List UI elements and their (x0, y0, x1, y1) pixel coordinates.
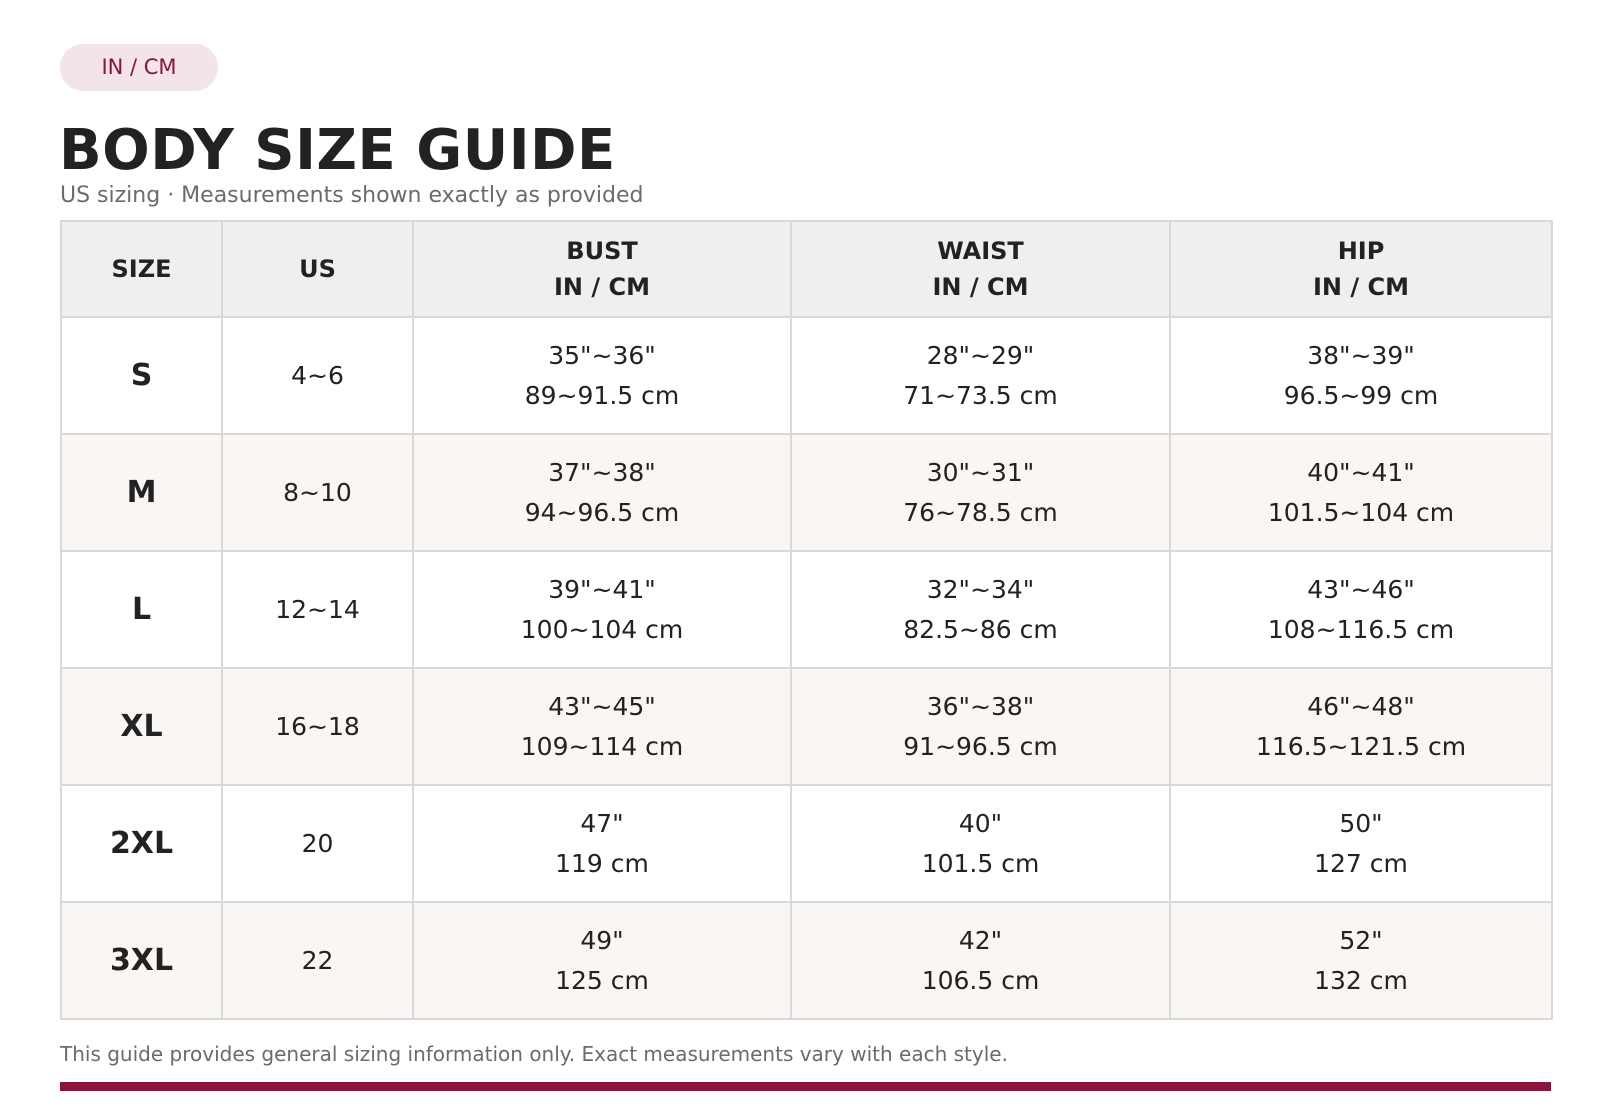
bust-centimeters: 125 cm (555, 965, 649, 995)
hip-cell (1170, 317, 1552, 434)
size-cell: XL (61, 668, 222, 785)
waist-inches: 32"~34" (926, 574, 1035, 604)
column-header-title: SIZE (111, 255, 172, 283)
bust-cell (413, 434, 791, 551)
bust-cell (413, 785, 791, 902)
hip-inches: 38"~39" (1307, 340, 1415, 370)
bust-inches: 37"~38" (548, 457, 656, 487)
bust-centimeters: 109~114 cm (520, 731, 684, 761)
bust-inches: 47" (580, 808, 624, 838)
hip-cell (1170, 434, 1552, 551)
bust-cell (413, 551, 791, 668)
us-size-cell: 20 (222, 785, 413, 902)
bust-inches: 49" (580, 925, 624, 955)
hip-centimeters: 101.5~104 cm (1267, 497, 1455, 527)
table-row (61, 317, 1552, 434)
waist-cell (791, 317, 1170, 434)
waist-cell (791, 668, 1170, 785)
table-row (61, 434, 1552, 551)
waist-centimeters: 101.5 cm (921, 848, 1040, 878)
table-row (61, 785, 1552, 902)
column-header-unit: IN / CM (1313, 273, 1409, 301)
bust-inches: 39"~41" (548, 574, 656, 604)
waist-centimeters: 82.5~86 cm (903, 614, 1058, 644)
waist-centimeters: 76~78.5 cm (903, 497, 1058, 527)
waist-centimeters: 106.5 cm (921, 965, 1040, 995)
column-header-title: BUST (566, 237, 638, 265)
waist-centimeters: 71~73.5 cm (903, 380, 1058, 410)
column-header-hip (1170, 221, 1552, 317)
waist-inches: 42" (958, 925, 1003, 955)
waist-inches: 40" (958, 808, 1003, 838)
size-cell: 2XL (61, 785, 222, 902)
page-title: BODY SIZE GUIDE (59, 118, 616, 183)
waist-cell (791, 434, 1170, 551)
bust-inches: 35"~36" (548, 340, 656, 370)
bust-cell (413, 902, 791, 1019)
column-header-size (61, 221, 222, 317)
hip-cell (1170, 785, 1552, 902)
hip-centimeters: 96.5~99 cm (1283, 380, 1439, 410)
bust-cell (413, 317, 791, 434)
bust-cell (413, 668, 791, 785)
column-header-us (222, 221, 413, 317)
hip-centimeters: 108~116.5 cm (1267, 614, 1455, 644)
bust-centimeters: 94~96.5 cm (524, 497, 680, 527)
waist-cell (791, 902, 1170, 1019)
waist-centimeters: 91~96.5 cm (903, 731, 1058, 761)
us-size-cell: 8~10 (222, 434, 413, 551)
bust-centimeters: 100~104 cm (520, 614, 684, 644)
size-cell: S (61, 317, 222, 434)
column-header-waist (791, 221, 1170, 317)
size-cell: L (61, 551, 222, 668)
size-cell: 3XL (61, 902, 222, 1019)
us-size-cell: 16~18 (222, 668, 413, 785)
size-cell: M (61, 434, 222, 551)
hip-cell (1170, 902, 1552, 1019)
waist-inches: 36"~38" (926, 691, 1035, 721)
bust-inches: 43"~45" (548, 691, 656, 721)
hip-inches: 50" (1339, 808, 1383, 838)
hip-centimeters: 132 cm (1314, 965, 1408, 995)
page-subtitle: US sizing · Measurements shown exactly as provided (60, 183, 644, 208)
column-header-bust (413, 221, 791, 317)
disclaimer-text: This guide provides general sizing information only. Exact measurements vary with each style. (60, 1042, 1008, 1066)
column-header-title: HIP (1337, 237, 1385, 265)
us-size-cell: 4~6 (222, 317, 413, 434)
waist-inches: 30"~31" (926, 457, 1035, 487)
us-size-cell: 12~14 (222, 551, 413, 668)
hip-inches: 52" (1339, 925, 1383, 955)
waist-inches: 28"~29" (926, 340, 1035, 370)
hip-centimeters: 127 cm (1314, 848, 1408, 878)
hip-inches: 43"~46" (1307, 574, 1415, 604)
table-header-row (61, 221, 1552, 317)
hip-inches: 40"~41" (1307, 457, 1415, 487)
us-size-cell: 22 (222, 902, 413, 1019)
column-header-title: US (299, 255, 336, 283)
size-table (60, 220, 1553, 1020)
column-header-unit: IN / CM (554, 273, 650, 301)
bust-centimeters: 89~91.5 cm (524, 380, 680, 410)
hip-centimeters: 116.5~121.5 cm (1255, 731, 1467, 761)
column-header-title: WAIST (937, 237, 1024, 265)
waist-cell (791, 785, 1170, 902)
table-row (61, 668, 1552, 785)
table-row (61, 551, 1552, 668)
waist-cell (791, 551, 1170, 668)
hip-cell (1170, 668, 1552, 785)
unit-toggle-button[interactable]: IN / CM (60, 44, 218, 91)
column-header-unit: IN / CM (932, 273, 1029, 301)
table-row (61, 902, 1552, 1019)
hip-cell (1170, 551, 1552, 668)
hip-inches: 46"~48" (1307, 691, 1415, 721)
bust-centimeters: 119 cm (555, 848, 649, 878)
footer-divider (60, 1082, 1551, 1091)
